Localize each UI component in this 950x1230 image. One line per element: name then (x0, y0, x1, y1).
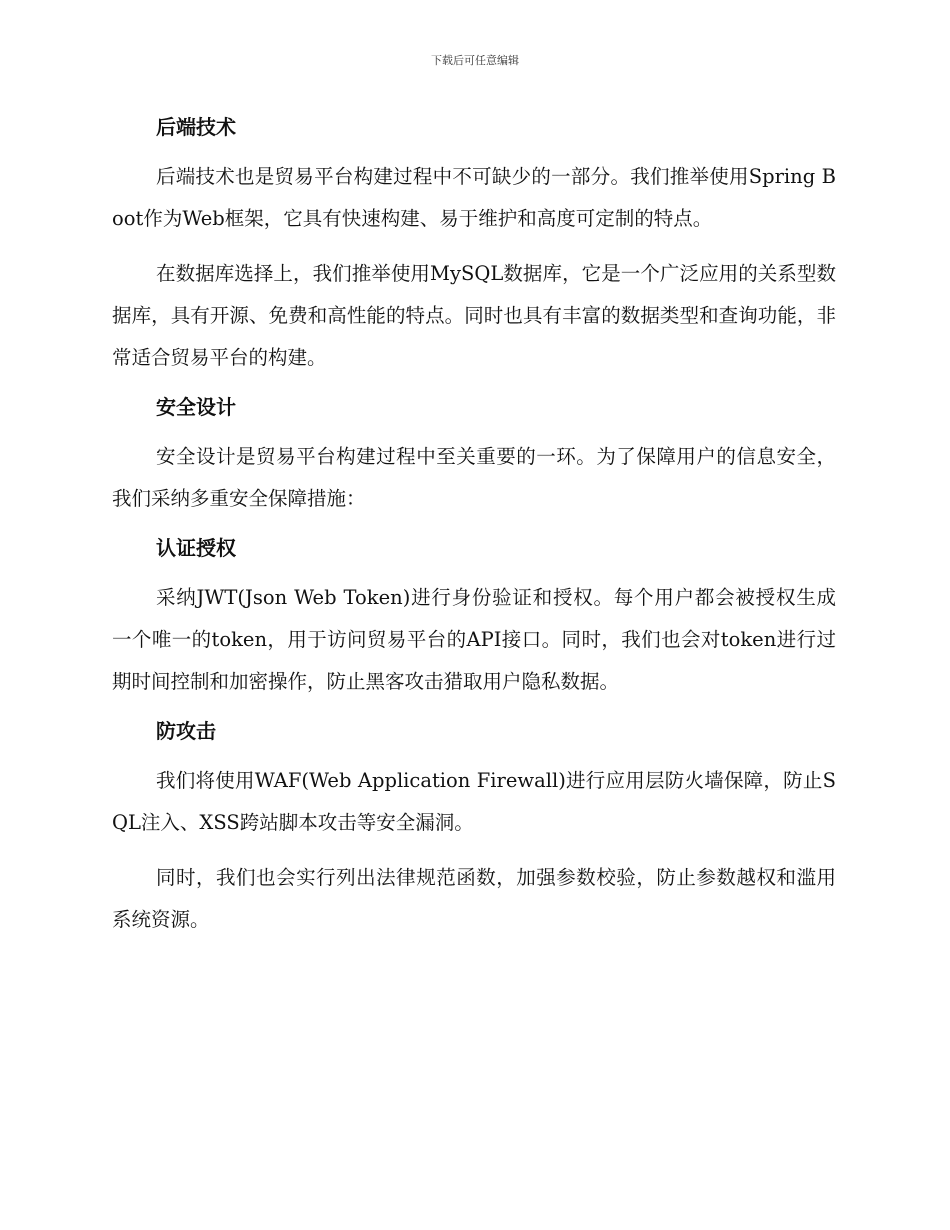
section-heading-backend: 后端技术 (156, 115, 236, 139)
paragraph-defense-waf: 我们将使用WAF(Web Application Firewall)进行应用层防火墙保障，防止SQL注入、XSS跨站脚本攻击等安全漏洞。 (112, 769, 836, 834)
paragraph-auth-jwt: 采纳JWT(Json Web Token)进行身份验证和授权。每个用户都会被授权生成一个唯一的token，用于访问贸易平台的API接口。同时，我们也会对token进行过期时间控制和加密操作，防止黑客攻击猎取用户隐私数据。 (112, 586, 836, 693)
document-body (112, 112, 836, 954)
paragraph-backend-database: 在数据库选择上，我们推举使用MySQL数据库，它是一个广泛应用的关系型数据库，具有开源、免费和高性能的特点。同时也具有丰富的数据类型和查询功能，非常适合贸易平台的构建。 (112, 262, 836, 369)
page-header: 下载后可任意编辑 (431, 54, 519, 67)
section-heading-auth: 认证授权 (156, 536, 236, 560)
paragraph-defense-params: 同时，我们也会实行列出法律规范函数，加强参数校验，防止参数越权和滥用系统资源。 (112, 866, 836, 931)
paragraph-backend-framework: 后端技术也是贸易平台构建过程中不可缺少的一部分。我们推举使用Spring Boot作为Web框架，它具有快速构建、易于维护和高度可定制的特点。 (112, 165, 836, 230)
section-heading-security: 安全设计 (156, 395, 236, 419)
section-heading-defense: 防攻击 (156, 719, 216, 743)
paragraph-security-intro: 安全设计是贸易平台构建过程中至关重要的一环。为了保障用户的信息安全，我们采纳多重安全保障措施： (112, 445, 836, 510)
